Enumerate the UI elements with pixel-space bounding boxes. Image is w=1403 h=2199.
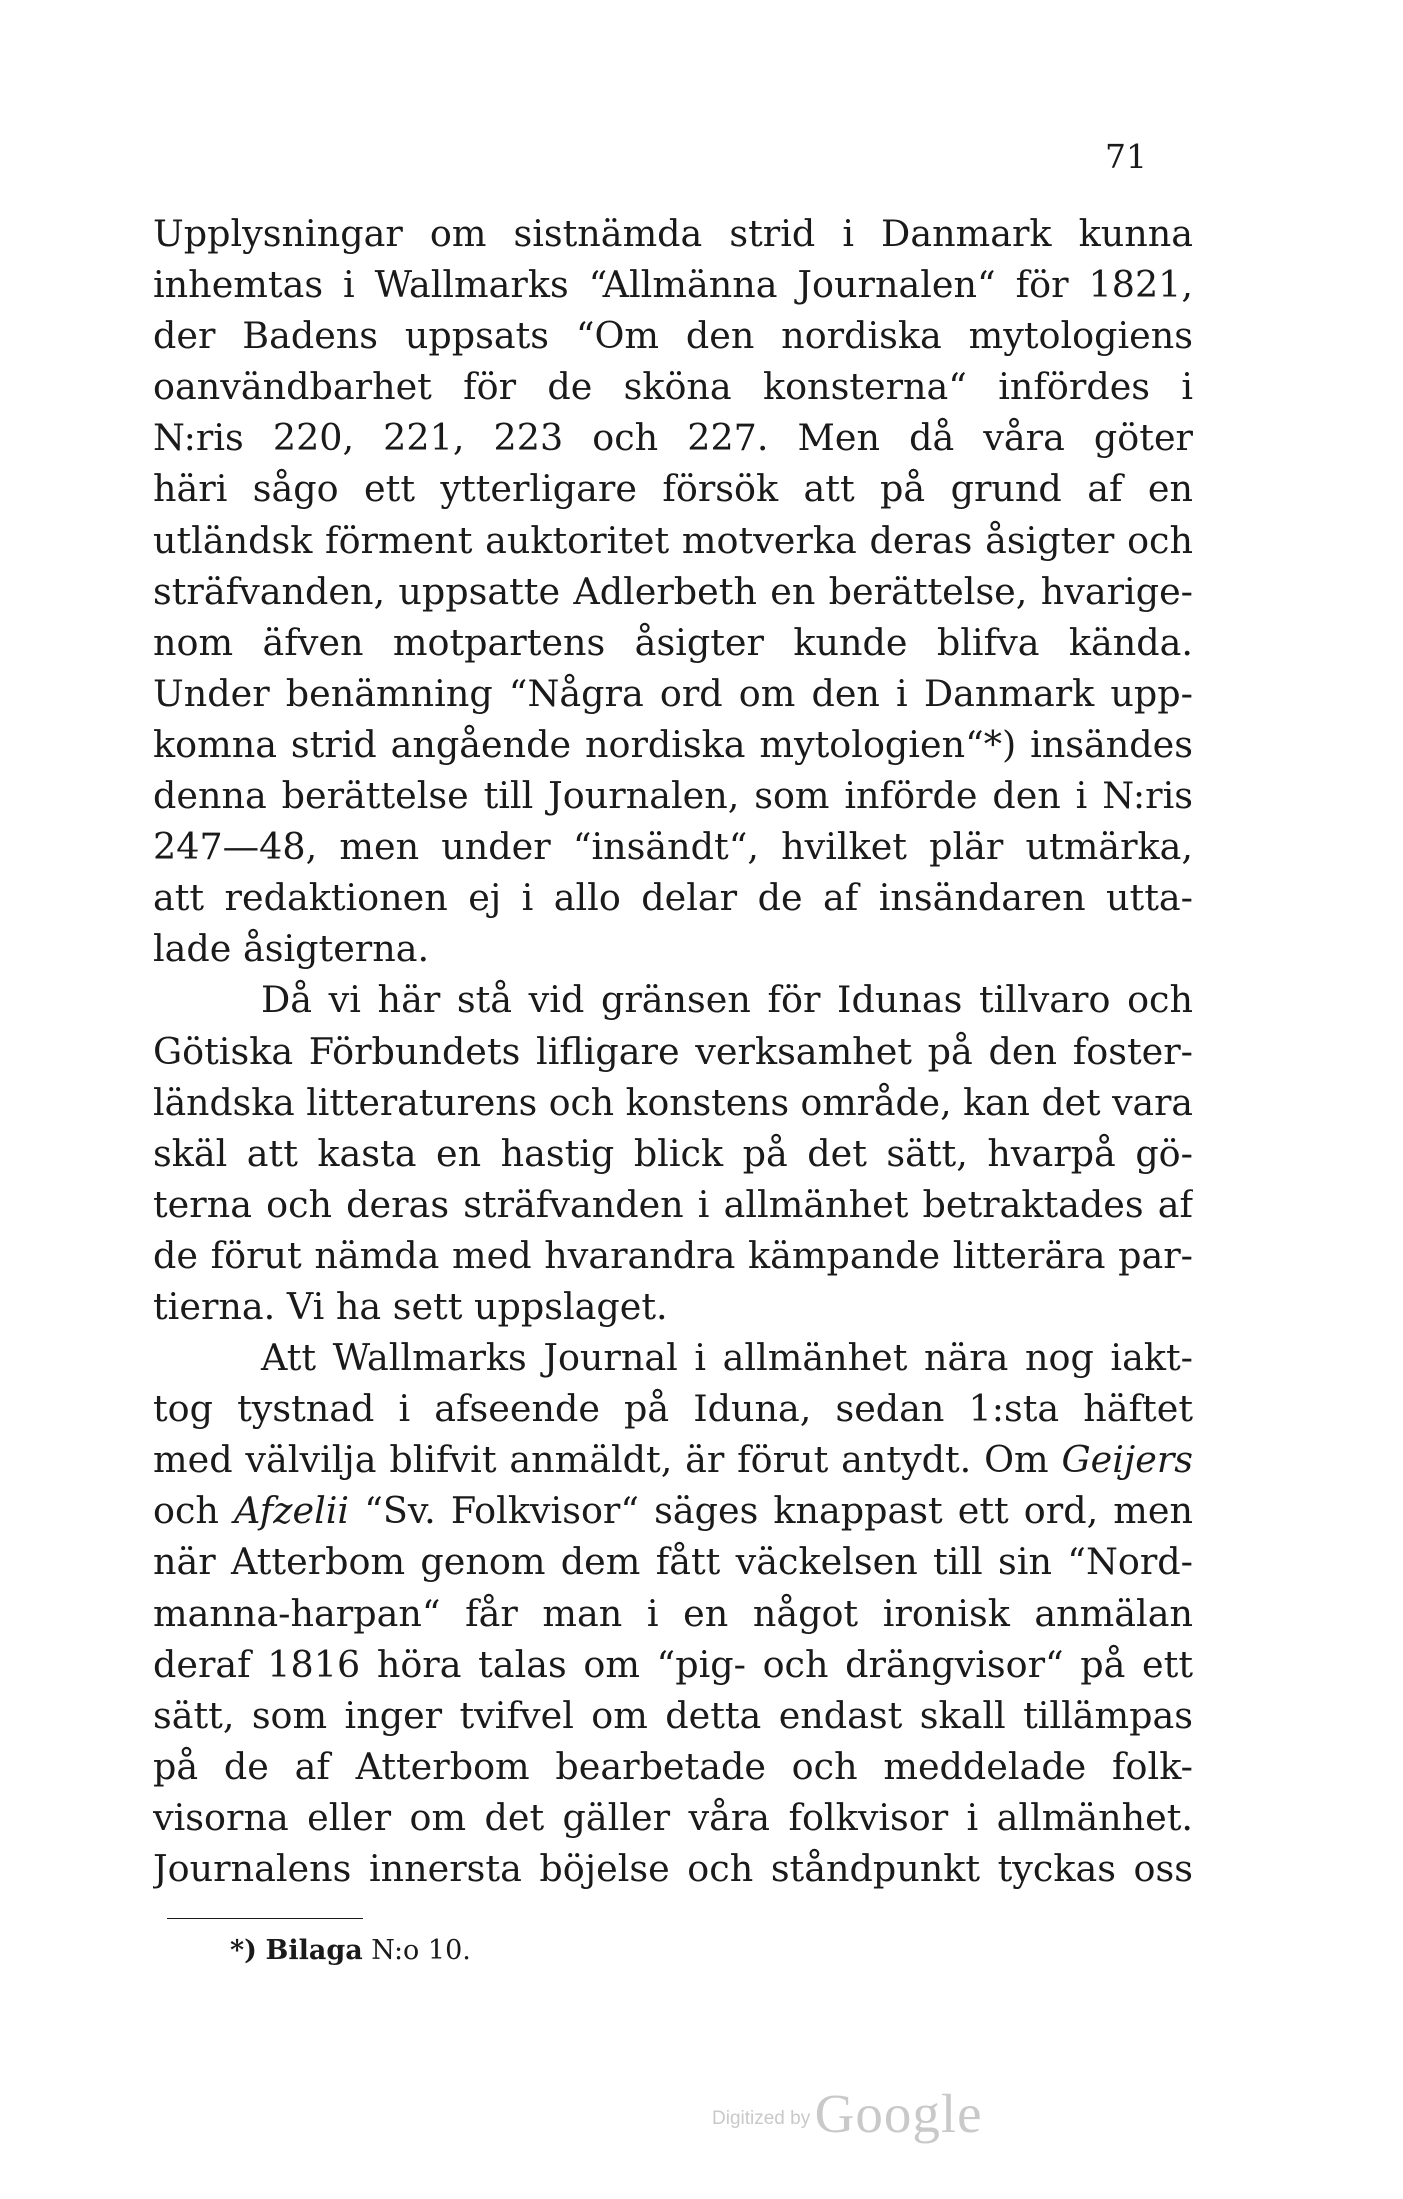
- footnote-mark: *): [230, 1935, 257, 1966]
- digitized-watermark: [712, 2082, 983, 2145]
- text-line: [153, 1485, 1193, 1536]
- text-line: oanvändbarhet för de sköna konsterna“ infördes i: [153, 365, 1193, 409]
- text-line: inhemtas i Wallmarks “Allmänna Journalen“ för 1821,: [153, 263, 1193, 307]
- text-line: Upplysningar om sistnämda strid i Danmark kunna: [153, 212, 1193, 255]
- text-line: utländsk förment auktoritet motverka deras åsigter och: [153, 518, 1193, 562]
- text-line: der Badens uppsats “Om den nordiska mytologiens: [153, 314, 1193, 358]
- text-line: deraf 1816 höra talas om “pig- och drängvisor“ på ett: [153, 1642, 1193, 1686]
- text-line: de förut nämda med hvarandra kämpande litterära par-: [153, 1233, 1193, 1277]
- text-line: skäl att kasta en hastig blick på det sätt, hvarpå gö-: [153, 1131, 1193, 1175]
- text-segment: och: [153, 1489, 235, 1533]
- text-line: [153, 1434, 1193, 1485]
- footnote: [230, 1937, 471, 1964]
- watermark-brand: Google: [814, 2083, 983, 2144]
- text-line: 247—48, men under “insändt“, hvilket plär utmärka,: [153, 825, 1193, 869]
- italic-name-afzelii: Afzelii: [234, 1489, 350, 1533]
- body-text: [153, 208, 1193, 1894]
- text-line: tierna. Vi ha sett uppslaget.: [153, 1284, 668, 1328]
- italic-name-geijers: Geijers: [1061, 1438, 1193, 1482]
- watermark-prefix: Digitized by: [712, 2108, 811, 2129]
- text-line: Då vi här stå vid gränsen för Idunas tillvaro och: [261, 978, 1193, 1022]
- text-segment: “Sv. Folkvisor“ säges knappast ett ord, men: [349, 1489, 1193, 1533]
- text-line: visorna eller om det gäller våra folkvisor i allmänhet.: [153, 1795, 1193, 1839]
- text-line: sträfvanden, uppsatte Adlerbeth en berättelse, hvarige-: [153, 569, 1193, 613]
- text-line: tog tystnad i afseende på Iduna, sedan 1:sta häftet: [153, 1387, 1193, 1431]
- text-line: nom äfven motpartens åsigter kunde blifva kända.: [153, 620, 1193, 664]
- text-line: på de af Atterbom bearbetade och meddelade folk-: [153, 1744, 1193, 1788]
- text-line: denna berättelse till Journalen, som införde den i N:ris: [153, 774, 1193, 818]
- text-line: terna och deras sträfvanden i allmänhet betraktades af: [153, 1182, 1193, 1226]
- footnote-label: Bilaga: [265, 1935, 363, 1966]
- text-line: när Atterbom genom dem fått väckelsen till sin “Nord-: [153, 1540, 1193, 1584]
- page-number: 71: [1105, 137, 1147, 176]
- text-line: ländska litteraturens och konstens område, kan det vara: [153, 1080, 1193, 1124]
- text-segment: med välvilja blifvit anmäldt, är förut antydt. Om: [153, 1438, 1062, 1482]
- text-line: Journalens innersta böjelse och ståndpunkt tyckas oss: [153, 1847, 1193, 1890]
- text-line: Götiska Förbundets lifligare verksamhet på den foster-: [153, 1029, 1193, 1073]
- text-line: N:ris 220, 221, 223 och 227. Men då våra göter: [153, 416, 1193, 460]
- text-line: häri sågo ett ytterligare försök att på grund af en: [153, 467, 1193, 511]
- text-line: Under benämning “Några ord om den i Danmark upp-: [153, 671, 1193, 715]
- text-line: lade åsigterna.: [153, 927, 430, 971]
- text-line: manna-harpan“ får man i en något ironisk anmälan: [153, 1591, 1193, 1635]
- footnote-ref: N:o 10.: [371, 1935, 471, 1966]
- text-line: Att Wallmarks Journal i allmänhet nära nog iakt-: [261, 1336, 1193, 1380]
- footnote-divider: [167, 1918, 363, 1919]
- text-line: komna strid angående nordiska mytologien“*) insändes: [153, 722, 1193, 766]
- text-line: att redaktionen ej i allo delar de af insändaren utta-: [153, 876, 1193, 920]
- text-line: sätt, som inger tvifvel om detta endast skall tillämpas: [153, 1693, 1193, 1737]
